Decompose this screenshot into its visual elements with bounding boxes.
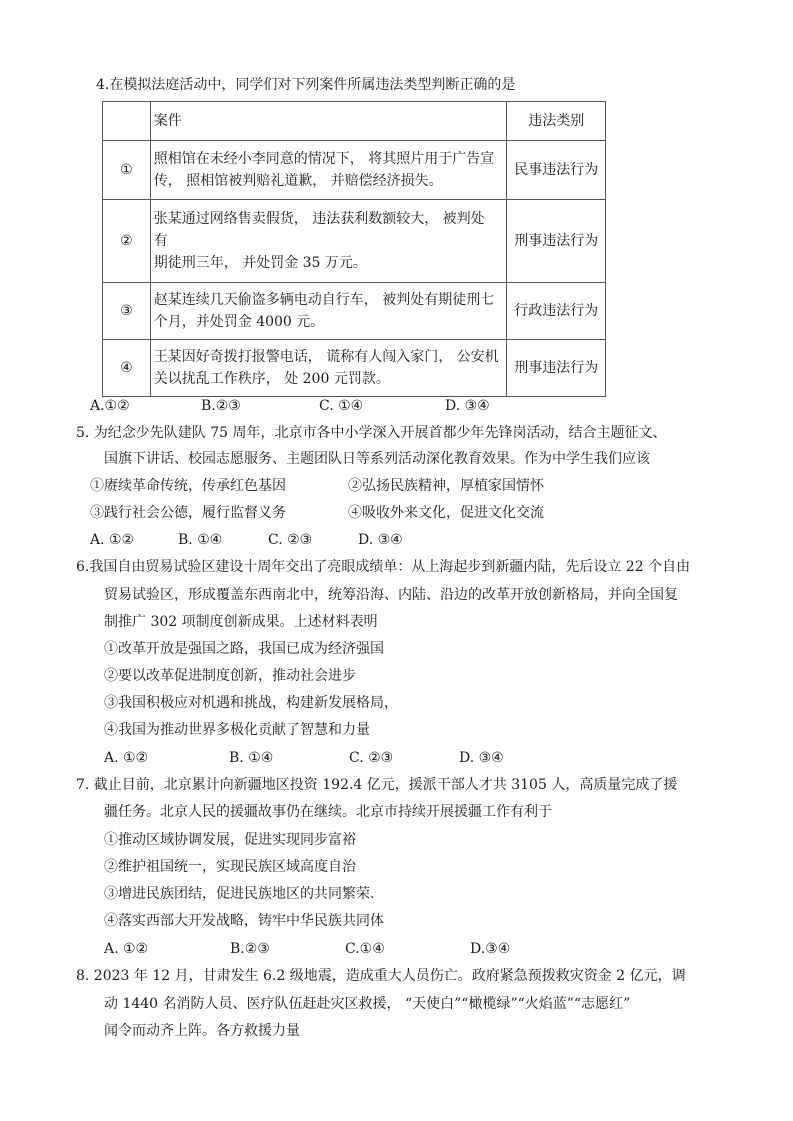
table-row bbox=[103, 340, 606, 397]
q7-options bbox=[104, 939, 510, 959]
q4-options bbox=[90, 396, 490, 416]
case-description: 赵某连续几天偷盗多辆电动自行车， 被判处有期徒刑七 个月，并处罚金 4000 元。 bbox=[150, 283, 507, 340]
q8-stem-line-2: 动 1440 名消防人员、医疗队伍赶赴灾区救援， “天使白”“橄榄绿”“火焰蓝”“志愿红” bbox=[104, 996, 631, 1012]
option-d[interactable]: D. ③④ bbox=[445, 398, 490, 414]
table-row bbox=[103, 141, 606, 200]
q7-item-3: ③增进民族团结，促进民族地区的共同繁荣. bbox=[104, 886, 375, 902]
case-description: 张某通过网络售卖假货， 违法获利数额较大， 被判处 有 期徒刑三年， 并处罚金 35 万元。 bbox=[150, 200, 507, 283]
option-c[interactable]: C.①④ bbox=[345, 941, 385, 957]
case-number: ④ bbox=[103, 340, 151, 397]
case-number: ② bbox=[103, 200, 151, 283]
option-a[interactable]: A. ①② bbox=[104, 750, 149, 766]
q7-item-2: ②维护祖国统一，实现民族区域高度自治 bbox=[104, 859, 356, 875]
option-d[interactable]: D. ③④ bbox=[358, 532, 403, 548]
option-b[interactable]: B. ①④ bbox=[229, 750, 274, 766]
case-violation-type: 行政违法行为 bbox=[507, 283, 606, 340]
table-header-type: 违法类别 bbox=[507, 102, 606, 141]
option-a[interactable]: A. ①② bbox=[90, 532, 135, 548]
q6-options bbox=[104, 748, 504, 768]
case-number: ① bbox=[103, 141, 151, 200]
q6-stem-line-3: 制推广 302 项制度创新成果。上述材料表明 bbox=[104, 614, 378, 630]
option-b[interactable]: B. ①④ bbox=[178, 532, 223, 548]
option-c[interactable]: C. ②③ bbox=[268, 532, 313, 548]
q6-stem-line-2: 贸易试验区，形成覆盖东西南北中，统筹沿海、内陆、沿边的改革开放创新格局，并向全国复 bbox=[104, 587, 678, 603]
q5-item-1: ①赓续革命传统，传承红色基因 bbox=[90, 478, 286, 494]
table-row bbox=[103, 283, 606, 340]
table-header-num bbox=[103, 102, 151, 141]
option-c[interactable]: C. ②③ bbox=[349, 750, 394, 766]
case-violation-type: 刑事违法行为 bbox=[507, 200, 606, 283]
q7-stem-line-1: 7. 截止目前，北京累计向新疆地区投资 192.4 亿元，援派干部人才共 3105 人，高质量完成了援 bbox=[76, 777, 678, 793]
option-b[interactable]: B.②③ bbox=[201, 398, 241, 414]
q4-stem: 4.在模拟法庭活动中，同学们对下列案件所属违法类型判断正确的是 bbox=[96, 77, 516, 93]
q8-stem-line-3: 闻令而动齐上阵。各方救援力量 bbox=[104, 1023, 300, 1039]
table-header-case: 案件 bbox=[150, 102, 507, 141]
q5-stem-line-2: 国旗下讲话、校园志愿服务、主题团队日等系列活动深化教育效果。作为中学生我们应该 bbox=[104, 451, 650, 467]
q5-item-3: ③践行社会公德，履行监督义务 bbox=[90, 505, 286, 521]
q4-case-table bbox=[102, 101, 606, 397]
q6-item-4: ④我国为推动世界多极化贡献了智慧和力量 bbox=[104, 722, 370, 738]
q5-stem-line-1: 5. 为纪念少先队建队 75 周年，北京市各中小学深入开展首都少年先锋岗活动，结合主题征文、 bbox=[76, 425, 667, 441]
option-d[interactable]: D. ③④ bbox=[459, 750, 504, 766]
q6-item-2: ②要以改革促进制度创新，推动社会进步 bbox=[104, 668, 356, 684]
case-description: 王某因好奇拨打报警电话， 谎称有人闯入家门， 公安机 关以扰乱工作秩序， 处 200 元罚款。 bbox=[150, 340, 507, 397]
case-violation-type: 民事违法行为 bbox=[507, 141, 606, 200]
option-c[interactable]: C. ①④ bbox=[319, 398, 364, 414]
q8-stem-line-1: 8. 2023 年 12 月，甘肃发生 6.2 级地震，造成重大人员伤亡。政府紧急预拨救灾资金 2 亿元，调 bbox=[76, 968, 686, 984]
q6-stem-line-1: 6.我国自由贸易试验区建设十周年交出了亮眼成绩单：从上海起步到新疆内陆，先后设立 22 个自由 bbox=[76, 559, 691, 575]
case-description: 照相馆在未经小李同意的情况下， 将其照片用于广告宣 传， 照相馆被判赔礼道歉， 并赔偿经济损失。 bbox=[150, 141, 507, 200]
q5-options bbox=[90, 530, 403, 550]
q7-stem-line-2: 疆任务。北京人民的援疆故事仍在继续。北京市持续开展援疆工作有利于 bbox=[104, 804, 552, 820]
q7-item-4: ④落实西部大开发战略，铸牢中华民族共同体 bbox=[104, 913, 384, 929]
option-b[interactable]: B.②③ bbox=[230, 941, 270, 957]
q5-item-4: ④吸收外来文化，促进文化交流 bbox=[348, 505, 544, 521]
option-a[interactable]: A. ①② bbox=[104, 941, 149, 957]
case-violation-type: 刑事违法行为 bbox=[507, 340, 606, 397]
q6-item-3: ③我国积极应对机遇和挑战，构建新发展格局， bbox=[104, 695, 398, 711]
table-row bbox=[103, 200, 606, 283]
q6-item-1: ①改革开放是强国之路，我国已成为经济强国 bbox=[104, 641, 384, 657]
option-d[interactable]: D.③④ bbox=[470, 941, 511, 957]
case-number: ③ bbox=[103, 283, 151, 340]
table-header-row bbox=[103, 102, 606, 141]
option-a[interactable]: A.①② bbox=[90, 398, 130, 414]
q5-item-2: ②弘扬民族精神，厚植家国情怀 bbox=[348, 478, 544, 494]
q7-item-1: ①推动区域协调发展，促进实现同步富裕 bbox=[104, 832, 356, 848]
